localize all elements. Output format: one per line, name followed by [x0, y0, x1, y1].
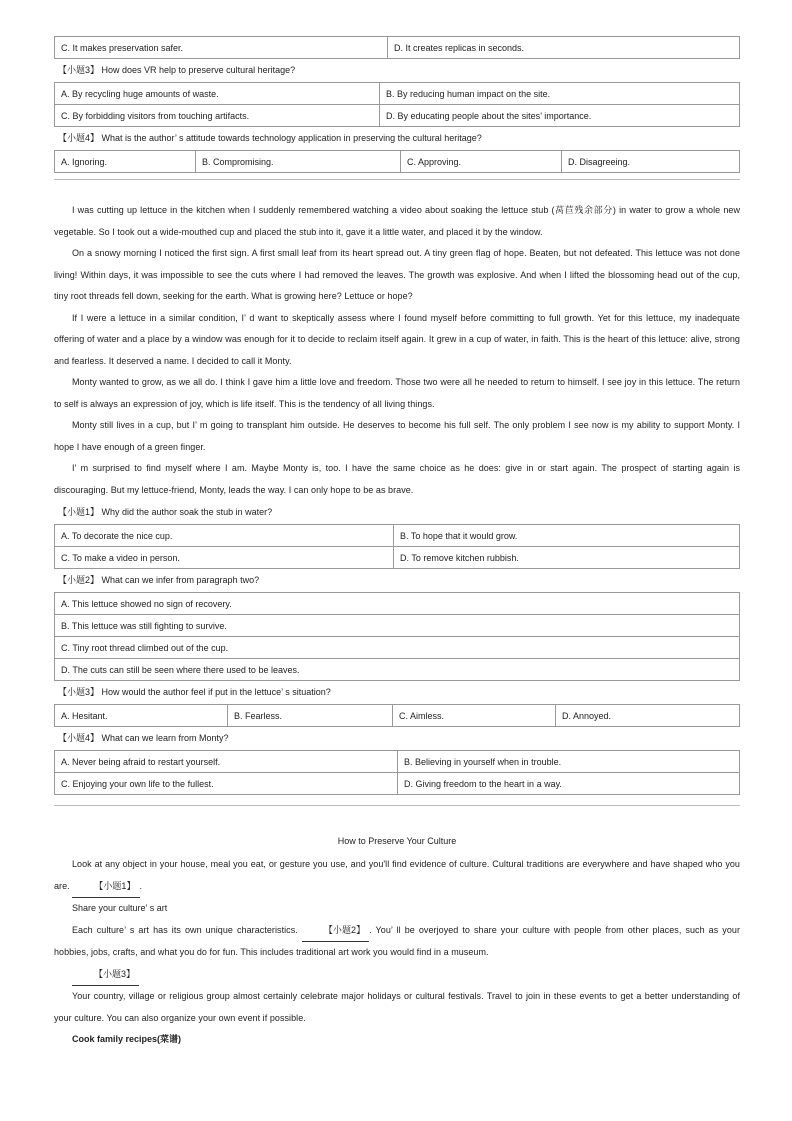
option-c[interactable]: C. Aimless. — [393, 705, 556, 727]
section-heading-2: Cook family recipes(菜谱) — [72, 1034, 182, 1044]
section-heading-1: Share your culture’ s art — [72, 903, 168, 913]
question-prev-4: 【小题4】 What is the author’ s attitude towards technology application in preserving the cultural heritage? — [58, 133, 482, 143]
paragraph-1: I was cutting up lettuce in the kitchen when I suddenly remembered watching a video about soaking the lettuce stub (莴苣残余部分) in water to grow a whole new vegetable. So I took out a wide-mouthed cup and placed the stub into it, gave it a little water, and placed it by the window. — [54, 205, 740, 237]
options-table-prev-3 — [54, 82, 740, 127]
paragraph-2: On a snowy morning I noticed the first sign. A first small leaf from its heart spread out. A tiny green flag of hope. Beaten, but not defeated. This lettuce was not done living! Within days, it was impossible to see the cuts where I had removed the leaves. The growth was explosive. And when I lifted the blossoming head out of the cup, tiny root threads fell down, seeking for the earth. What is growing here? Lettuce or hope? — [54, 248, 740, 301]
option-c[interactable]: C. Tiny root thread climbed out of the cup. — [55, 637, 740, 659]
option-a[interactable]: A. Never being afraid to restart yourself. — [55, 751, 398, 773]
blank-3-line — [54, 964, 740, 987]
option-d[interactable]: D. Disagreeing. — [562, 151, 740, 173]
paragraph-p3-2 — [54, 920, 740, 964]
paragraph-text: Look at any object in your house, meal you eat, or gesture you use, and you'll find evidence of culture. Cultural traditions are everywhere and have shaped who you are. — [54, 859, 740, 891]
paragraph-5: Monty still lives in a cup, but I’ m going to transplant him outside. He deserves to become his full self. The only problem I see now is my ability to support Monty. I hope I have enough of a green finger. — [54, 420, 740, 452]
option-b[interactable]: B. By reducing human impact on the site. — [380, 83, 740, 105]
paragraph-text: Each culture’ s art has its own unique characteristics. — [72, 924, 298, 935]
blank-3[interactable]: 【小题3】 — [72, 964, 139, 987]
options-table-3 — [54, 704, 740, 727]
question-3: 【小题3】 How would the author feel if put in the lettuce’ s situation? — [58, 687, 331, 697]
option-d[interactable]: D. Annoyed. — [556, 705, 740, 727]
paragraph-6: I’ m surprised to find myself where I am. Maybe Monty is, too. I have the same choice as he does: give in or start again. The prospect of starting again is discouraging. But my lettuce-friend, Monty, leads the way. I can only hope to be as brave. — [54, 463, 740, 495]
option-d[interactable]: D. To remove kitchen rubbish. — [394, 547, 740, 569]
option-c[interactable]: C. To make a video in person. — [55, 547, 394, 569]
passage-title: How to Preserve Your Culture — [337, 836, 457, 846]
question-1: 【小题1】 Why did the author soak the stub in water? — [58, 507, 273, 517]
blank-2[interactable]: 【小题2】 — [302, 920, 369, 943]
option-b[interactable]: B. This lettuce was still fighting to survive. — [55, 615, 740, 637]
paragraph-4: Monty wanted to grow, as we all do. I think I gave him a little love and freedom. Those two were all he needed to return to himself. I see joy in this lettuce. The return to self is always an expression of joy, which is life itself. This is the tendency of all living things. — [54, 377, 740, 409]
divider — [54, 805, 740, 806]
option-b[interactable]: B. Compromising. — [196, 151, 401, 173]
option-c[interactable]: C. Approving. — [401, 151, 562, 173]
paragraph-p3-1: Look at any object in your house, meal you eat, or gesture you use, and you'll find evidence of culture. Cultural traditions are everywhere and have shaped who you are. 【小题1】 . — [54, 854, 740, 898]
option-b[interactable]: B. To hope that it would grow. — [394, 525, 740, 547]
option-a[interactable]: A. This lettuce showed no sign of recovery. — [55, 593, 740, 615]
options-table-4 — [54, 750, 740, 795]
option-a[interactable]: A. To decorate the nice cup. — [55, 525, 394, 547]
paragraph-p3-3: Your country, village or religious group almost certainly celebrate major holidays or cultural festivals. Travel to join in these events to get a better understanding of your culture. You can also organize your own event if possible. — [54, 991, 740, 1023]
option-c[interactable]: C. By forbidding visitors from touching artifacts. — [55, 105, 380, 127]
options-table-prev — [54, 36, 740, 59]
blank-1[interactable]: 【小题1】 — [72, 876, 139, 899]
question-prev-3: 【小题3】 How does VR help to preserve cultural heritage? — [58, 65, 296, 75]
option-a[interactable]: A. Hesitant. — [55, 705, 228, 727]
option-b[interactable]: B. Believing in yourself when in trouble. — [398, 751, 740, 773]
option-d[interactable]: D. By educating people about the sites’ importance. — [380, 105, 740, 127]
option-c[interactable]: C. It makes preservation safer. — [55, 37, 388, 59]
options-table-prev-4 — [54, 150, 740, 173]
page — [54, 36, 740, 1051]
option-d[interactable]: D. It creates replicas in seconds. — [388, 37, 740, 59]
question-2: 【小题2】 What can we infer from paragraph two? — [58, 575, 260, 585]
paragraph-3: If I were a lettuce in a similar condition, I’ d want to skeptically assess where I found myself before committing to full growth. Yet for this lettuce, my inadequate offering of water and a place by a window was enough for it to decide to reclaim itself again. It grew in a cup of water, in faith. This is the heart of this lettuce: alive, strong and fearless. It deserved a name. I decided to call it Monty. — [54, 312, 740, 366]
paragraph-text: . You’ ll be overjoyed to share your culture with people from other places, such as your hobbies, jobs, crafts, and what you do for fun. This includes traditional art work you would find in a museum. — [54, 924, 740, 957]
option-d[interactable]: D. The cuts can still be seen where there used to be leaves. — [55, 659, 740, 681]
option-d[interactable]: D. Giving freedom to the heart in a way. — [398, 773, 740, 795]
option-c[interactable]: C. Enjoying your own life to the fullest. — [55, 773, 398, 795]
options-table-1 — [54, 524, 740, 569]
question-4: 【小题4】 What can we learn from Monty? — [58, 733, 229, 743]
option-b[interactable]: B. Fearless. — [228, 705, 393, 727]
option-a[interactable]: A. By recycling huge amounts of waste. — [55, 83, 380, 105]
option-a[interactable]: A. Ignoring. — [55, 151, 196, 173]
options-table-2 — [54, 592, 740, 681]
